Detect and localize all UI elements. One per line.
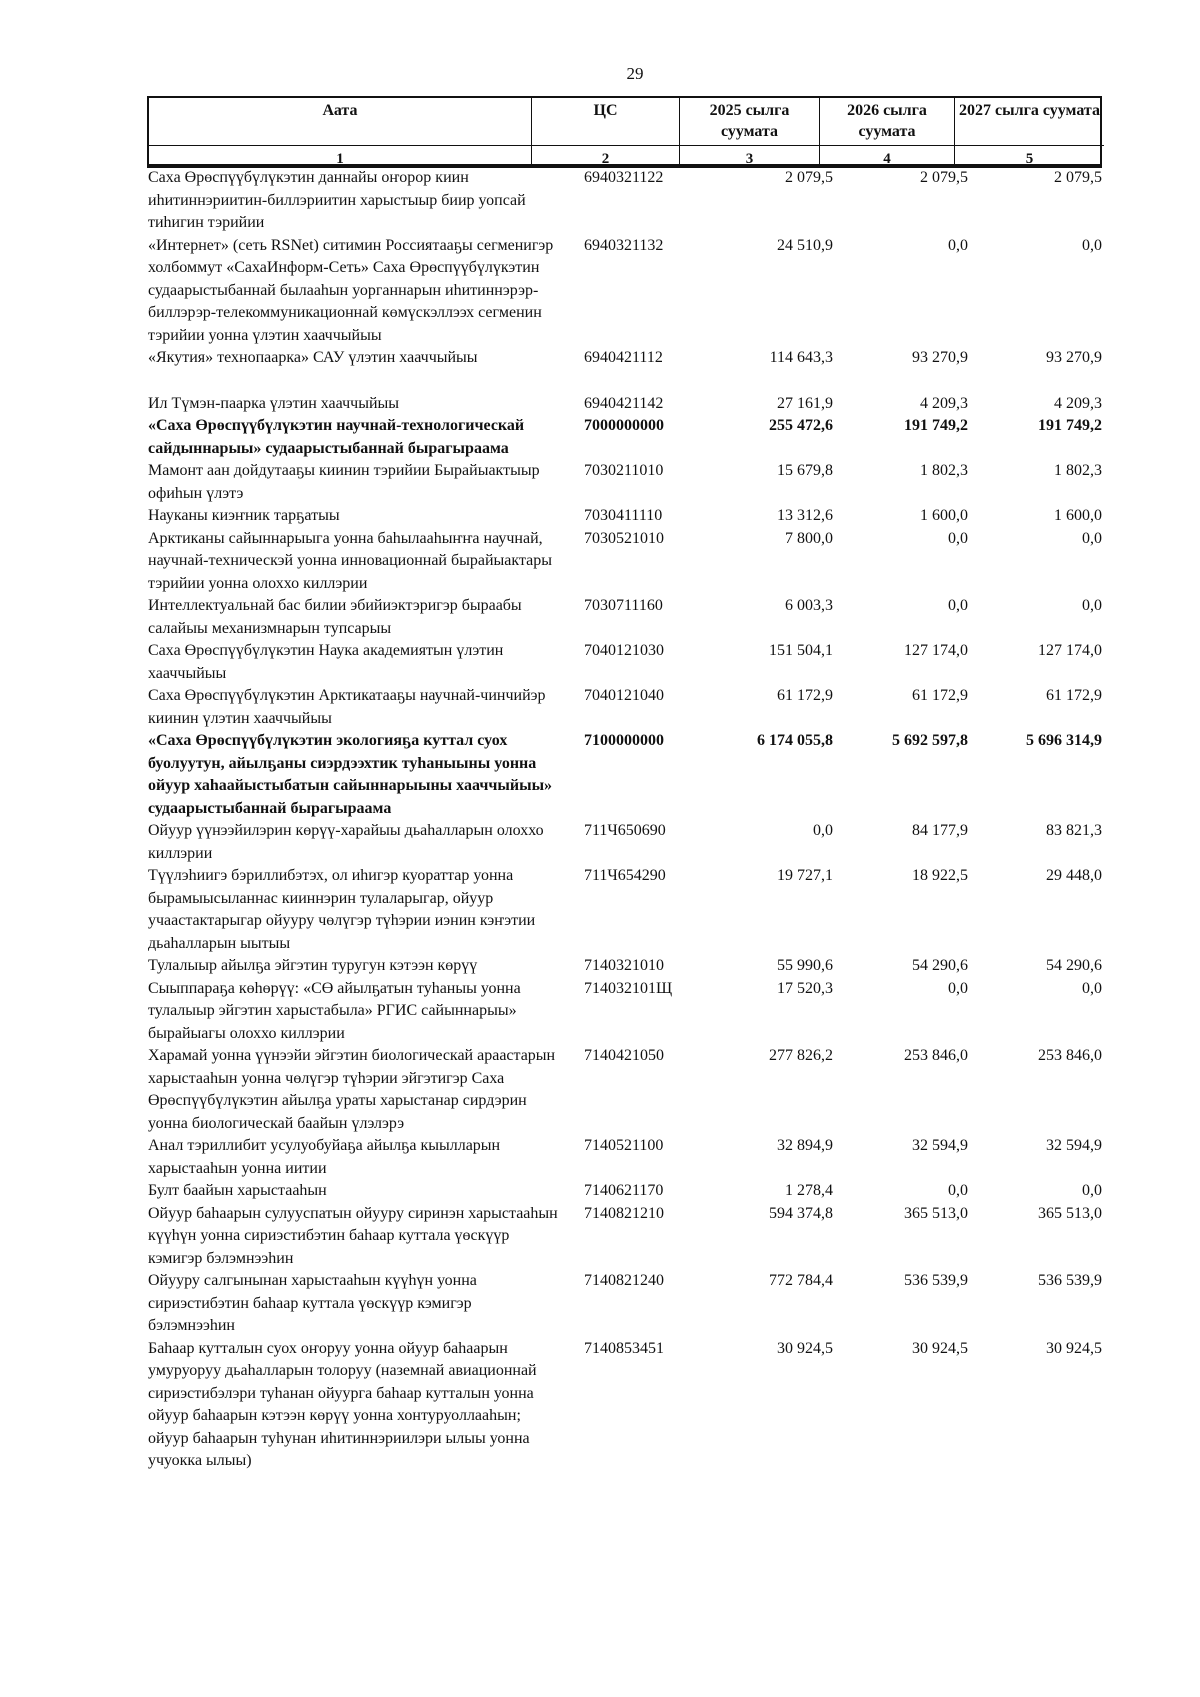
row-value-2025: 151 504,1 (769, 642, 833, 659)
table-row (0, 865, 1200, 955)
row-value-2025: 15 679,8 (777, 462, 833, 479)
row-name: Арктиканы сайыннарыыга уонна баһылааһыҥҥа научнай, научнай-техническэй уонна инновационнай бырайыактары тэрийии уонна олоххо киллэрии (148, 529, 552, 592)
table-row (0, 640, 1200, 685)
row-value-2027: 5 696 314,9 (1026, 732, 1102, 749)
row-code: 7140853451 (584, 1339, 664, 1357)
row-code: 6940421112 (584, 349, 663, 366)
row-value-2027: 127 174,0 (1038, 642, 1102, 659)
table-row (0, 685, 1200, 730)
row-code: 7030521010 (584, 529, 664, 547)
row-name: Саха Өрөспүүбүлүкэтин Наука академиятын үлэтин хааччыйыы (148, 642, 504, 682)
row-value-2026: 84 177,9 (912, 822, 968, 839)
row-value-2026: 253 846,0 (904, 1047, 968, 1064)
row-value-2026: 1 600,0 (920, 507, 968, 524)
row-name: Интеллектуальнай бас билии эбийиэктэригэр быраабы салайыы механизмнарын тупсарыы (148, 597, 522, 637)
table-row (0, 167, 1200, 235)
row-value-2027: 61 172,9 (1046, 687, 1102, 704)
row-name: «Интернет» (сеть RSNet) ситимин Россиятааҕы сегменигэр холбоммут «СахаИнформ-Сеть» Саха Өрөспүүбүлүкэтин судаарыстыбаннай былааһын уорганнарын иһитиннэрэр-биллэрэр-телекоммуникационнай көмүскэллээх сегменин тэрийии уонна үлэтин хааччыйыы (148, 236, 554, 344)
row-value-2027: 536 539,9 (1038, 1272, 1102, 1289)
row-value-2026: 0,0 (948, 597, 968, 614)
row-value-2025: 2 079,5 (785, 169, 833, 186)
row-code: 7000000000 (584, 417, 664, 434)
row-value-2026: 2 079,5 (920, 169, 968, 186)
row-value-2027: 32 594,9 (1046, 1137, 1102, 1154)
table-row (0, 595, 1200, 640)
row-value-2025: 6 174 055,8 (757, 732, 833, 749)
row-value-2027: 253 846,0 (1038, 1047, 1102, 1064)
row-code: 7140321010 (584, 957, 664, 974)
row-value-2025: 114 643,3 (769, 349, 833, 366)
row-code: 711Ч654290 (584, 867, 666, 884)
row-value-2025: 594 374,8 (769, 1204, 833, 1222)
row-name: Баһаар кутталын суох оҥоруу уонна ойуур баһаарын умуруоруу дьаһалларын толоруу (наземнай авиационнай сириэстибэлэри туһанан ойуурга баһаар кутталын уонна ойуур баһаарын кэтээн көрүү уонна хонтуруоллааһын; ойуур баһаарын туһунан иһитиннэриилэри ылыы уонна учуокка ылыы) (148, 1339, 537, 1469)
row-value-2027: 1 802,3 (1054, 462, 1102, 479)
column-title: 2025 сылга суумата (709, 102, 790, 140)
table-row (0, 978, 1200, 1046)
row-value-2025: 32 894,9 (777, 1137, 833, 1154)
row-value-2025: 55 990,6 (777, 957, 833, 974)
row-value-2026: 5 692 597,8 (892, 732, 968, 749)
row-value-2027: 0,0 (1082, 529, 1102, 547)
row-value-2025: 17 520,3 (777, 979, 833, 997)
table-row (0, 505, 1200, 528)
table-row (0, 393, 1200, 416)
column-title: 2026 сылга суумата (847, 102, 927, 140)
row-name: Саха Өрөспүүбүлүкэтин Арктикатааҕы научнай-чинчийэр киинин үлэтин хааччыйыы (148, 687, 546, 727)
row-name: Ил Түмэн-паарка үлэтин хааччыйыы (148, 394, 400, 412)
row-value-2027: 0,0 (1082, 1182, 1102, 1199)
row-value-2027: 29 448,0 (1046, 867, 1102, 884)
table-row (0, 415, 1200, 460)
row-code: 7030711160 (584, 597, 663, 614)
row-value-2027: 2 079,5 (1054, 169, 1102, 186)
row-value-2027: 0,0 (1082, 236, 1102, 254)
row-value-2026: 18 922,5 (912, 867, 968, 884)
row-code: 7140621170 (584, 1182, 664, 1199)
row-value-2027: 54 290,6 (1046, 957, 1102, 974)
row-value-2026: 30 924,5 (912, 1339, 968, 1357)
column-number: 1 (336, 151, 344, 167)
row-name: «Саха Өрөспүүбүлүкэтин научнай-технологическай сайдыннарыы» судаарыстыбаннай бырагыраама (148, 417, 525, 457)
row-code: 711Ч650690 (584, 822, 666, 839)
table-body (0, 167, 1200, 1473)
row-name: Саха Өрөспүүбүлүкэтин даннайы оҥорор киин иһитиннэриитин-биллэриитин харыстыыр биир уопсай тиһигин тэрийии (148, 169, 526, 231)
row-name: Түүлэһиигэ бэриллибэтэх, ол иһигэр куораттар уонна бырамыысыланнас кииннэрин тулаларыгар, ойуур учаастактарыгар ойууру чөлүгэр түһэрии иэнин кэҥэтии дьаһалларын ыытыы (148, 867, 536, 952)
table-row (0, 528, 1200, 596)
row-code: 7140821210 (584, 1204, 664, 1222)
row-name: Тулалыыр айылҕа эйгэтин туругун кэтээн көрүү (148, 957, 478, 974)
column-header-2025 (679, 98, 819, 166)
row-value-2025: 27 161,9 (777, 394, 833, 412)
row-value-2026: 0,0 (948, 979, 968, 997)
table-row (0, 1338, 1200, 1473)
table-row (0, 820, 1200, 865)
row-code: 6940421142 (584, 394, 664, 412)
column-title: ЦС (593, 102, 618, 119)
table-row (0, 1270, 1200, 1338)
column-title: 2027 сылга суумата (959, 102, 1100, 119)
row-value-2025: 19 727,1 (777, 867, 833, 884)
row-value-2025: 277 826,2 (769, 1047, 833, 1064)
row-code: 7140821240 (584, 1272, 664, 1289)
row-value-2027: 4 209,3 (1054, 394, 1102, 412)
table-row (0, 347, 1200, 370)
row-value-2026: 61 172,9 (912, 687, 968, 704)
row-value-2025: 255 472,6 (769, 417, 833, 434)
row-value-2026: 0,0 (948, 236, 968, 254)
row-name: «Саха Өрөспүүбүлүкэтин экологияҕа куттал суох буолуутун, айылҕаны сиэрдээхтик туһаныыны уонна ойуур хаһаайыстыбатын сайыннарыыны хааччыйыы» судаарыстыбаннай бырагыраама (148, 732, 553, 817)
row-code: 7030411110 (584, 507, 663, 524)
row-value-2025: 772 784,4 (769, 1272, 833, 1289)
row-value-2026: 0,0 (948, 529, 968, 547)
table-row (0, 1203, 1200, 1271)
row-value-2027: 83 821,3 (1046, 822, 1102, 839)
table-row (0, 460, 1200, 505)
row-name: Ойуур үүнээйилэрин көрүү-харайыы дьаһалларын олоххо киллэрии (148, 822, 544, 862)
row-code: 7040121030 (584, 642, 664, 659)
column-number: 3 (745, 151, 754, 167)
row-code: 7100000000 (584, 732, 664, 749)
row-name: Булт баайын харыстааһын (148, 1182, 327, 1199)
row-value-2027: 0,0 (1082, 597, 1102, 614)
column-header-code (531, 98, 679, 166)
row-value-2026: 0,0 (948, 1182, 968, 1199)
column-number: 2 (601, 151, 610, 167)
column-header-name (149, 98, 531, 166)
row-name: Сыыппараҕа көһөрүү: «СӨ айылҕатын туһаныы уонна тулалыыр эйгэтин харыстабыла» РГИС сайыннарыы» бырайыагы олоххо киллэрии (148, 979, 521, 1042)
row-value-2026: 1 802,3 (920, 462, 968, 479)
row-name: Ойуур баһаарын сулууспатын ойууру сиринэн харыстааһын күүһүн уонна сириэстибэтин баһаар куттала үөскүүр кэмигэр бэлэмнээһин (148, 1204, 558, 1267)
row-value-2026: 54 290,6 (912, 957, 968, 974)
table-row (0, 1180, 1200, 1203)
row-value-2026: 536 539,9 (904, 1272, 968, 1289)
row-value-2027: 0,0 (1082, 979, 1102, 997)
row-code: 7140521100 (584, 1137, 664, 1154)
row-name: Науканы киэҥник тарҕатыы (148, 507, 340, 524)
row-code: 7040121040 (584, 687, 664, 704)
row-value-2025: 24 510,9 (777, 236, 833, 254)
row-value-2025: 7 800,0 (785, 529, 833, 547)
table-row (0, 1135, 1200, 1180)
row-name: Мамонт аан дойдутааҕы киинин тэрийии Бырайыактыыр офиһын үлэтэ (148, 462, 540, 502)
row-value-2026: 32 594,9 (912, 1137, 968, 1154)
table-row (0, 1045, 1200, 1135)
row-name: Харамай уонна үүнээйи эйгэтин биологическай араастарын харыстааһын уонна чөлүгэр түһэрии эйгэтигэр Саха Өрөспүүбүлүкэтин айылҕа ураты харыстанар сирдэрин уонна биологическай баайын үлэлэрэ (148, 1047, 556, 1132)
row-value-2027: 191 749,2 (1038, 417, 1102, 434)
row-value-2026: 127 174,0 (904, 642, 968, 659)
page-number: 29 (626, 64, 644, 83)
row-value-2025: 6 003,3 (785, 597, 833, 614)
row-value-2026: 4 209,3 (920, 394, 968, 412)
row-code: 7140421050 (584, 1047, 664, 1064)
row-value-2026: 365 513,0 (904, 1204, 968, 1222)
row-code: 7030211010 (584, 462, 664, 479)
row-value-2025: 13 312,6 (777, 507, 833, 524)
row-value-2025: 30 924,5 (777, 1339, 833, 1357)
row-name: «Якутия» технопаарка» САУ үлэтин хааччыйыы (148, 349, 478, 366)
row-code: 6940321122 (584, 169, 664, 186)
row-name: Анал тэриллибит усулуобуйаҕа айылҕа кыылларын харыстааһын уонна иитии (148, 1137, 501, 1177)
row-value-2027: 1 600,0 (1054, 507, 1102, 524)
row-value-2026: 93 270,9 (912, 349, 968, 366)
table-row (0, 730, 1200, 820)
row-value-2025: 1 278,4 (785, 1182, 833, 1199)
row-value-2026: 191 749,2 (904, 417, 968, 434)
row-code: 714032101Щ (584, 979, 673, 997)
column-number: 4 (883, 151, 891, 167)
table-row (0, 235, 1200, 348)
column-title: Аата (322, 102, 358, 119)
row-value-2027: 365 513,0 (1038, 1204, 1102, 1222)
column-header-2026 (819, 98, 954, 166)
table-row (0, 955, 1200, 978)
row-value-2025: 61 172,9 (777, 687, 833, 704)
row-code: 6940321132 (584, 236, 664, 254)
row-value-2025: 0,0 (813, 822, 833, 839)
row-name: Ойууру салгынынан харыстааһын күүһүн уонна сириэстибэтин баһаар куттала үөскүүр кэмигэр бэлэмнээһин (148, 1272, 477, 1334)
table-header (147, 96, 1102, 168)
column-number: 5 (1025, 151, 1034, 167)
column-header-2027 (954, 98, 1104, 166)
row-value-2027: 93 270,9 (1046, 349, 1102, 366)
row-value-2027: 30 924,5 (1046, 1339, 1102, 1357)
